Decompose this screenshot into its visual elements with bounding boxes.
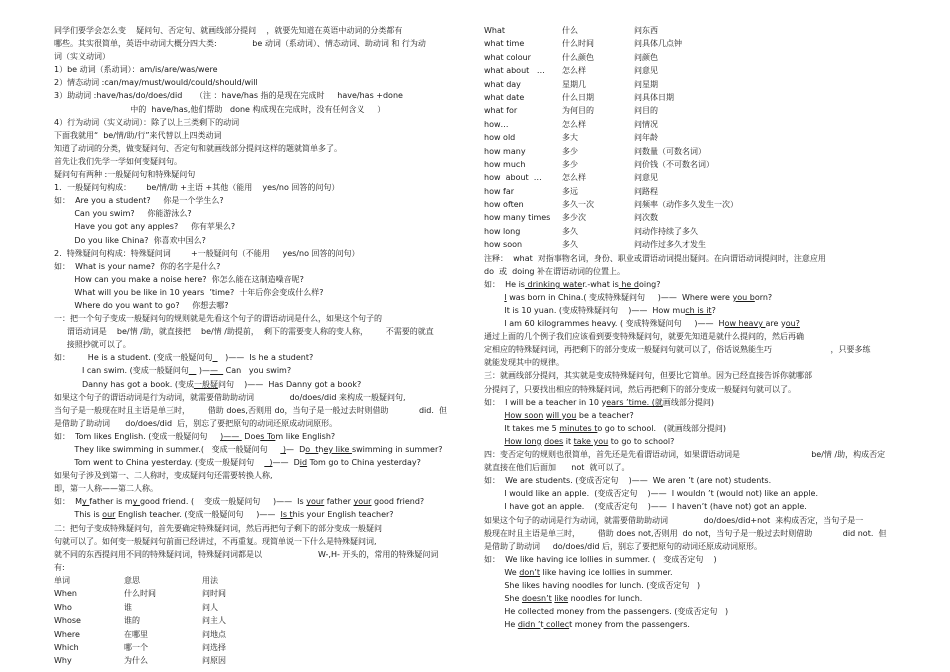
underlined-phrase bbox=[189, 366, 197, 375]
table-cell: 问原因 bbox=[202, 656, 226, 666]
text-line: 定相应的特殊疑问词，再把剩下的部分变成一般疑问句就可以了，俗话说熟能生巧 ，只要多练 bbox=[484, 345, 871, 355]
underlined-phrase: How long bbox=[504, 436, 542, 446]
underlined-phrase: doesn’t bbox=[521, 594, 552, 604]
table-cell: 多少次 bbox=[562, 213, 586, 223]
text-line: 即，第一人称——第二人称。 bbox=[54, 484, 158, 494]
text-line: 首先让我们先学一学如何变疑问句。 bbox=[54, 156, 182, 166]
table-cell: 多远 bbox=[562, 186, 578, 196]
text-line: I was born in China.( 变成特殊疑问句 )—— Where were you born? bbox=[504, 292, 773, 302]
table-cell: Who bbox=[54, 602, 72, 612]
table-cell: Why bbox=[54, 656, 72, 666]
text-line: 如： We are students. (变成否定句 )—— We aren ’t (are not) students. bbox=[484, 476, 772, 486]
text-line: 知道了动词的分类，做变疑问句、否定句和就画线部分提问这样的题就简单多了。 bbox=[54, 143, 342, 153]
underlined-phrase: )—— bbox=[220, 431, 242, 441]
table-cell: 问频率（动作多久发生一次） bbox=[634, 200, 738, 210]
table-cell: 什么日期 bbox=[562, 92, 594, 102]
text-line: How soon will you be a teacher? bbox=[504, 410, 634, 420]
text-line: 如： Tom likes English. (变成一般疑问句 )—— Does Tom like English? bbox=[54, 431, 336, 441]
table-cell: 问具体几点钟 bbox=[634, 39, 682, 49]
text-line: 般现在时且主语是单三时， 借助 does not,否则用 do not，当句子是一般过去时则借助 did not. 但 bbox=[484, 528, 887, 538]
table-cell: 问星期 bbox=[634, 79, 658, 89]
underlined-phrase: don’t bbox=[519, 567, 540, 577]
text-line: I am 60 kilogrammes heavy. ( 变成特殊疑问句 )—— How heavy are you? bbox=[484, 319, 800, 329]
text-line: 有: bbox=[54, 562, 65, 572]
text-line: 如： What is your name? 你的名字是什么? bbox=[54, 261, 221, 271]
table-cell: 什么时间 bbox=[562, 39, 594, 49]
text-line: 同学们要学会怎么变 疑问句、否定句、就画线部分提问 ，就要先知道在英语中动词的分类都有 bbox=[54, 26, 403, 35]
text-line: I can swim. (变成一般疑问句 )—— Can you swim? bbox=[54, 366, 292, 376]
underlined-phrase: you b bbox=[732, 292, 755, 302]
left-column bbox=[54, 24, 472, 668]
text-line: This is our English teacher. (变成一般疑问句 )—— Is this your English teacher? bbox=[54, 510, 394, 520]
table-cell: 问年龄 bbox=[634, 133, 658, 143]
table-cell: how many times bbox=[484, 213, 551, 223]
underlined-phrase: will you bbox=[545, 410, 577, 420]
table-cell: how old bbox=[484, 133, 516, 143]
text-line: 4）行为动词（实义动词）：除了以上三类剩下的动词 bbox=[54, 117, 240, 127]
table-cell: how about … bbox=[484, 173, 542, 183]
underlined-phrase: ears ’time. (就 bbox=[606, 397, 663, 407]
table-row bbox=[54, 614, 472, 627]
table-row bbox=[484, 24, 902, 37]
text-line: They like swimming in summer.( 变成一般疑问句 )— Do they like swimming in summer? bbox=[54, 445, 443, 454]
table-row bbox=[484, 118, 902, 131]
text-line: 如果这个句子的动词是行为动词，就需要借助助动词 do/does/did+not 来构成否定，当句子是一 bbox=[484, 515, 864, 525]
table-cell: what about … bbox=[484, 66, 545, 76]
underlined-phrase: ) bbox=[264, 458, 273, 468]
text-line: 2）情态动词 :can/may/must/would/could/should/will bbox=[54, 78, 258, 88]
table-cell: what date bbox=[484, 92, 525, 102]
text-line: 四：变否定句的规则也很简单，首先还是先看谓语动词，如果谓语动词是 be/情 /助，构成否定 bbox=[484, 450, 886, 460]
text-line: He didn ’t collect money from the passengers. bbox=[484, 620, 690, 630]
text-line: 是借助了助动词 do/does/did 后，别忘了要把原句的动词还原成动词原形。 bbox=[54, 418, 338, 428]
table-cell: how soon bbox=[484, 240, 523, 250]
table-cell: how much bbox=[484, 159, 526, 169]
table-cell: 谁的 bbox=[124, 616, 140, 626]
underlined-phrase: ) bbox=[280, 445, 287, 454]
text-line: How can you make a noise here? 你怎么能在这制造噪音呢? bbox=[54, 274, 304, 284]
table-cell: Whose bbox=[54, 616, 81, 626]
table-cell: 单词 bbox=[54, 575, 70, 585]
table-cell: 谁 bbox=[124, 602, 132, 612]
table-cell: 多久 bbox=[562, 240, 578, 250]
table-cell: 多久 bbox=[562, 226, 578, 236]
text-line: Do you like China? 你喜欢中国么? bbox=[54, 235, 206, 245]
table-cell: Which bbox=[54, 642, 79, 652]
table-row bbox=[484, 104, 902, 117]
underlined-phrase: your bbox=[306, 497, 325, 507]
table-cell: 星期几 bbox=[562, 79, 586, 89]
table-cell: 问颜色 bbox=[634, 52, 658, 62]
table-row bbox=[484, 238, 902, 251]
table-cell: 问具体日期 bbox=[634, 92, 674, 102]
text-line: 如： He is drinking water.-what is he doing? bbox=[484, 279, 661, 289]
table-cell: 怎么样 bbox=[562, 173, 586, 183]
table-cell: 问情况 bbox=[634, 119, 658, 129]
table-row bbox=[484, 131, 902, 144]
text-line: 接照抄就可以了。 bbox=[54, 340, 131, 350]
underlined-phrase: does bbox=[544, 436, 564, 446]
underlined-phrase bbox=[212, 353, 217, 362]
text-line: 如果句子涉及到第一、二人称时，变成疑问句还需要转换人称, bbox=[54, 471, 273, 481]
table-row bbox=[484, 171, 902, 184]
text-line: It takes me 5 minutes to go to school. (就画线部分提问) bbox=[484, 423, 726, 433]
text-line: What will you be like in 10 years ’time? 十年后你会变成什么样? bbox=[54, 287, 324, 297]
table-cell: 什么 bbox=[562, 26, 578, 35]
table-cell: 用法 bbox=[202, 575, 218, 585]
table-row bbox=[484, 185, 902, 198]
table-row bbox=[484, 158, 902, 171]
text-line: do 或 doing 补在谓语动词的位置上。 bbox=[484, 266, 626, 276]
underlined-phrase: drinking wate bbox=[524, 279, 583, 289]
text-line: 当句子是一般现在时且主语是单三时， 借助 does,否则用 do，当句子是一般过去时则借助 did. 但 bbox=[54, 405, 447, 415]
text-line: 如： I will be a teacher in 10 years ’time. (就画线部分提问) bbox=[484, 397, 714, 407]
underlined-phrase: our bbox=[102, 510, 116, 520]
table-cell: how many bbox=[484, 146, 526, 156]
table-row bbox=[484, 211, 902, 224]
table-row bbox=[484, 91, 902, 104]
text-line: She likes having noodles for lunch. (变成否定句 ) bbox=[484, 580, 701, 590]
table-cell: 问数量（可数名词） bbox=[634, 146, 706, 156]
table-cell: 什么颜色 bbox=[562, 52, 594, 62]
table-cell: 问动作过多久才发生 bbox=[634, 240, 706, 250]
table-cell: 问次数 bbox=[634, 213, 658, 223]
table-cell: 问意见 bbox=[634, 66, 658, 76]
table-cell: 问时间 bbox=[202, 589, 226, 599]
table-row bbox=[484, 198, 902, 211]
text-line: 就直接在他们后面加 not 就可以了。 bbox=[484, 463, 630, 473]
table-cell: 问人 bbox=[202, 602, 218, 612]
table-row bbox=[484, 64, 902, 77]
underlined-phrase: How soon bbox=[504, 410, 544, 420]
underlined-phrase: he d bbox=[618, 279, 639, 289]
text-line: It is 10 yuan. (变成特殊疑问句 )—— How much is it? bbox=[484, 306, 716, 316]
table-header-row bbox=[54, 574, 472, 587]
text-line: Have you got any apples? 你有苹果么? bbox=[54, 222, 236, 232]
table-cell: 什么时间 bbox=[124, 589, 156, 599]
text-line: 哪些。其实很简单，英语中动词大概分四大类: be 动词（系动词）、情态动词、助动词 和 行为动 bbox=[54, 39, 426, 49]
text-line: How long does it take you to go to school? bbox=[504, 436, 675, 446]
underlined-phrase: I bbox=[504, 292, 507, 302]
underlined-phrase: s To bbox=[260, 431, 276, 441]
text-line: 1．一般疑问句构成： be/情/助 +主语 +其他（能用 yes/no 回答的问句） bbox=[54, 183, 340, 193]
text-line: 是借助了助动词 do/does/did 后，别忘了要把原句的动词还原成动词原形。 bbox=[484, 541, 763, 551]
text-line: Where do you want to go? 你想去哪? bbox=[54, 300, 229, 310]
text-line: 句就可以了。如何变一般疑问句前面已经讲过，不再重复。现简单说一下什么是特殊疑问词, bbox=[54, 536, 377, 546]
text-line: 一：把一个句子变成一般疑问句的规则就是先看这个句子的谓语动词是什么，如果这个句子的 bbox=[54, 314, 382, 324]
underlined-phrase: ey like bbox=[323, 445, 352, 454]
underlined-phrase: take you bbox=[573, 436, 609, 446]
underlined-phrase: id bbox=[299, 458, 308, 468]
table-cell: Where bbox=[54, 629, 80, 639]
table-cell: 问价钱（不可数名词） bbox=[634, 159, 714, 169]
table-cell: 多大 bbox=[562, 133, 578, 143]
text-line: Danny has got a book. (变成一般疑问句 )—— Has Danny got a book? bbox=[54, 379, 362, 389]
table-row bbox=[54, 654, 472, 667]
text-line: 1）be 动词（系动词）：am/is/are/was/were bbox=[54, 65, 218, 75]
underlined-phrase: y bbox=[132, 497, 140, 507]
underlined-phrase: — bbox=[210, 366, 224, 376]
text-line: 3）助动词 :have/has/do/does/did （注 ：have/has 指的是现在完成时 have/has +done bbox=[54, 91, 403, 101]
underlined-phrase: your bbox=[353, 497, 372, 507]
table-row bbox=[54, 601, 472, 614]
table-cell: 在哪里 bbox=[124, 629, 148, 639]
text-line: 如果这个句子的谓语动词是行为动词，就需要借助助动词 do/does/did 来构成一般疑问句, bbox=[54, 392, 406, 402]
text-line: 下面我就用“ be/情/助/行”来代替以上四类动词 bbox=[54, 130, 222, 140]
text-line: 通过上面的几个例子我们应该看到要变特殊疑问句，就要先知道是就什么提问的，然后再确 bbox=[484, 332, 804, 342]
underlined-phrase: like bbox=[554, 594, 569, 604]
table-cell: 问动作持续了多久 bbox=[634, 226, 698, 236]
text-line: 中的 have/has,他们帮助 done 构成现在完成时，没有任何含义 ） bbox=[54, 104, 386, 114]
text-line: 就能发现其中的规律。 bbox=[484, 358, 564, 368]
underlined-phrase: ou? bbox=[785, 319, 800, 329]
text-line: 三：就画线部分提问，其实就是变成特殊疑问句，但要比它简单。因为已经直接告诉你就哪部 bbox=[484, 371, 812, 381]
underlined-phrase: 一般疑 bbox=[193, 379, 218, 389]
table-cell: what colour bbox=[484, 52, 531, 62]
underlined-phrase: y bbox=[82, 497, 90, 507]
table-cell: 问主人 bbox=[202, 616, 226, 626]
text-line: 词（实义动词） bbox=[54, 52, 110, 62]
table-cell: 为何目的 bbox=[562, 106, 594, 116]
table-cell: 怎么样 bbox=[562, 66, 586, 76]
table-cell: 问地点 bbox=[202, 629, 226, 639]
table-cell: 问目的 bbox=[634, 106, 658, 116]
table-row bbox=[54, 587, 472, 600]
table-cell: what day bbox=[484, 79, 521, 89]
underlined-phrase: ch is it bbox=[685, 306, 712, 316]
table-cell: how long bbox=[484, 226, 521, 236]
text-line: He collected money from the passengers. (变成否定句 ) bbox=[484, 607, 729, 617]
table-cell: how often bbox=[484, 200, 524, 210]
table-cell: 多少 bbox=[562, 146, 578, 156]
underlined-phrase: minutes t bbox=[559, 423, 598, 433]
table-cell: what for bbox=[484, 106, 518, 116]
right-column bbox=[484, 24, 902, 631]
text-line: Can you swim? 你能游泳么? bbox=[54, 209, 192, 219]
text-line: 注释： what 对指事物名词，身份、职业或谓语动词提出疑问。在向谓语动词提问时，注意应用 bbox=[484, 253, 826, 263]
text-line: I have got an apple. (变成否定句 )—— I haven’t (have not) got an apple. bbox=[484, 502, 807, 512]
table-cell: 问意见 bbox=[634, 173, 658, 183]
table-cell: 问路程 bbox=[634, 186, 658, 196]
table-cell: What bbox=[484, 26, 506, 35]
text-line: 2. 特殊疑问句构成：特殊疑问词 +一般疑问句（不能用 yes/no 回答的问句） bbox=[54, 248, 360, 258]
table-row bbox=[484, 225, 902, 238]
table-cell: how far bbox=[484, 186, 515, 196]
table-cell: 怎么样 bbox=[562, 119, 586, 129]
table-cell: 多少 bbox=[562, 159, 578, 169]
table-row bbox=[484, 51, 902, 64]
table-cell: 多久一次 bbox=[562, 200, 594, 210]
table-cell: what time bbox=[484, 39, 525, 49]
table-cell: When bbox=[54, 589, 77, 599]
text-line: 如： He is a student. (变成一般疑问句 )—— Is he a student? bbox=[54, 353, 314, 363]
text-line: 疑问句有两种 :一般疑问句和特殊疑问句 bbox=[54, 170, 196, 180]
table-row bbox=[484, 78, 902, 91]
text-line: I would like an apple. (变成否定句 )—— I wouldn ’t (would not) like an apple. bbox=[484, 489, 819, 499]
table-row bbox=[484, 37, 902, 50]
underlined-phrase: o t bbox=[305, 445, 319, 454]
text-line: She doesn’t like noodles for lunch. bbox=[484, 594, 643, 604]
underlined-phrase: collec bbox=[543, 620, 570, 630]
table-cell: 意思 bbox=[124, 575, 140, 585]
table-cell: 为什么 bbox=[124, 656, 148, 666]
underlined-phrase: didn ’ bbox=[517, 620, 541, 630]
table-cell: 哪一个 bbox=[124, 642, 148, 652]
text-line: 如： We like having ice lollies in summer. ( 变成否定句 ) bbox=[484, 554, 717, 564]
table-row bbox=[54, 641, 472, 654]
table-cell: 问选择 bbox=[202, 642, 226, 652]
text-line: 就不同的东西提问用不同的特殊疑问词，特殊疑问词都是以 W-,H- 开头的，常用的特殊疑问词 bbox=[54, 549, 439, 559]
underlined-phrase: ow heavy bbox=[724, 319, 766, 329]
table-cell: how… bbox=[484, 119, 509, 129]
text-line: We don’t like having ice lollies in summer. bbox=[484, 567, 673, 577]
table-row bbox=[484, 145, 902, 158]
text-line: 二：把句子变成特殊疑问句，首先要确定特殊疑问词，然后再把句子剩下的部分变成一般疑问 bbox=[54, 523, 382, 533]
text-line: 谓语动词是 be/情 /助，就直接把 be/情 /助提前， 剩下的需要变人称的变人称， 不需要的就直 bbox=[54, 327, 434, 337]
table-row bbox=[54, 628, 472, 641]
text-line: 分提问了，只要找出相应的特殊疑问词，然后再把剩下的部分变成一般疑问句就可以了。 bbox=[484, 384, 796, 394]
text-line: Tom went to China yesterday. (变成一般疑问句 )—— Did Tom go to China yesterday? bbox=[54, 458, 421, 468]
text-line: 如： Are you a student? 你是一个学生么? bbox=[54, 196, 224, 206]
table-cell: 问东西 bbox=[634, 26, 658, 35]
text-line: 如： My father is my good friend. ( 变成一般疑问句 )—— Is your father your good friend? bbox=[54, 497, 425, 507]
underlined-phrase: Is t bbox=[280, 510, 293, 520]
